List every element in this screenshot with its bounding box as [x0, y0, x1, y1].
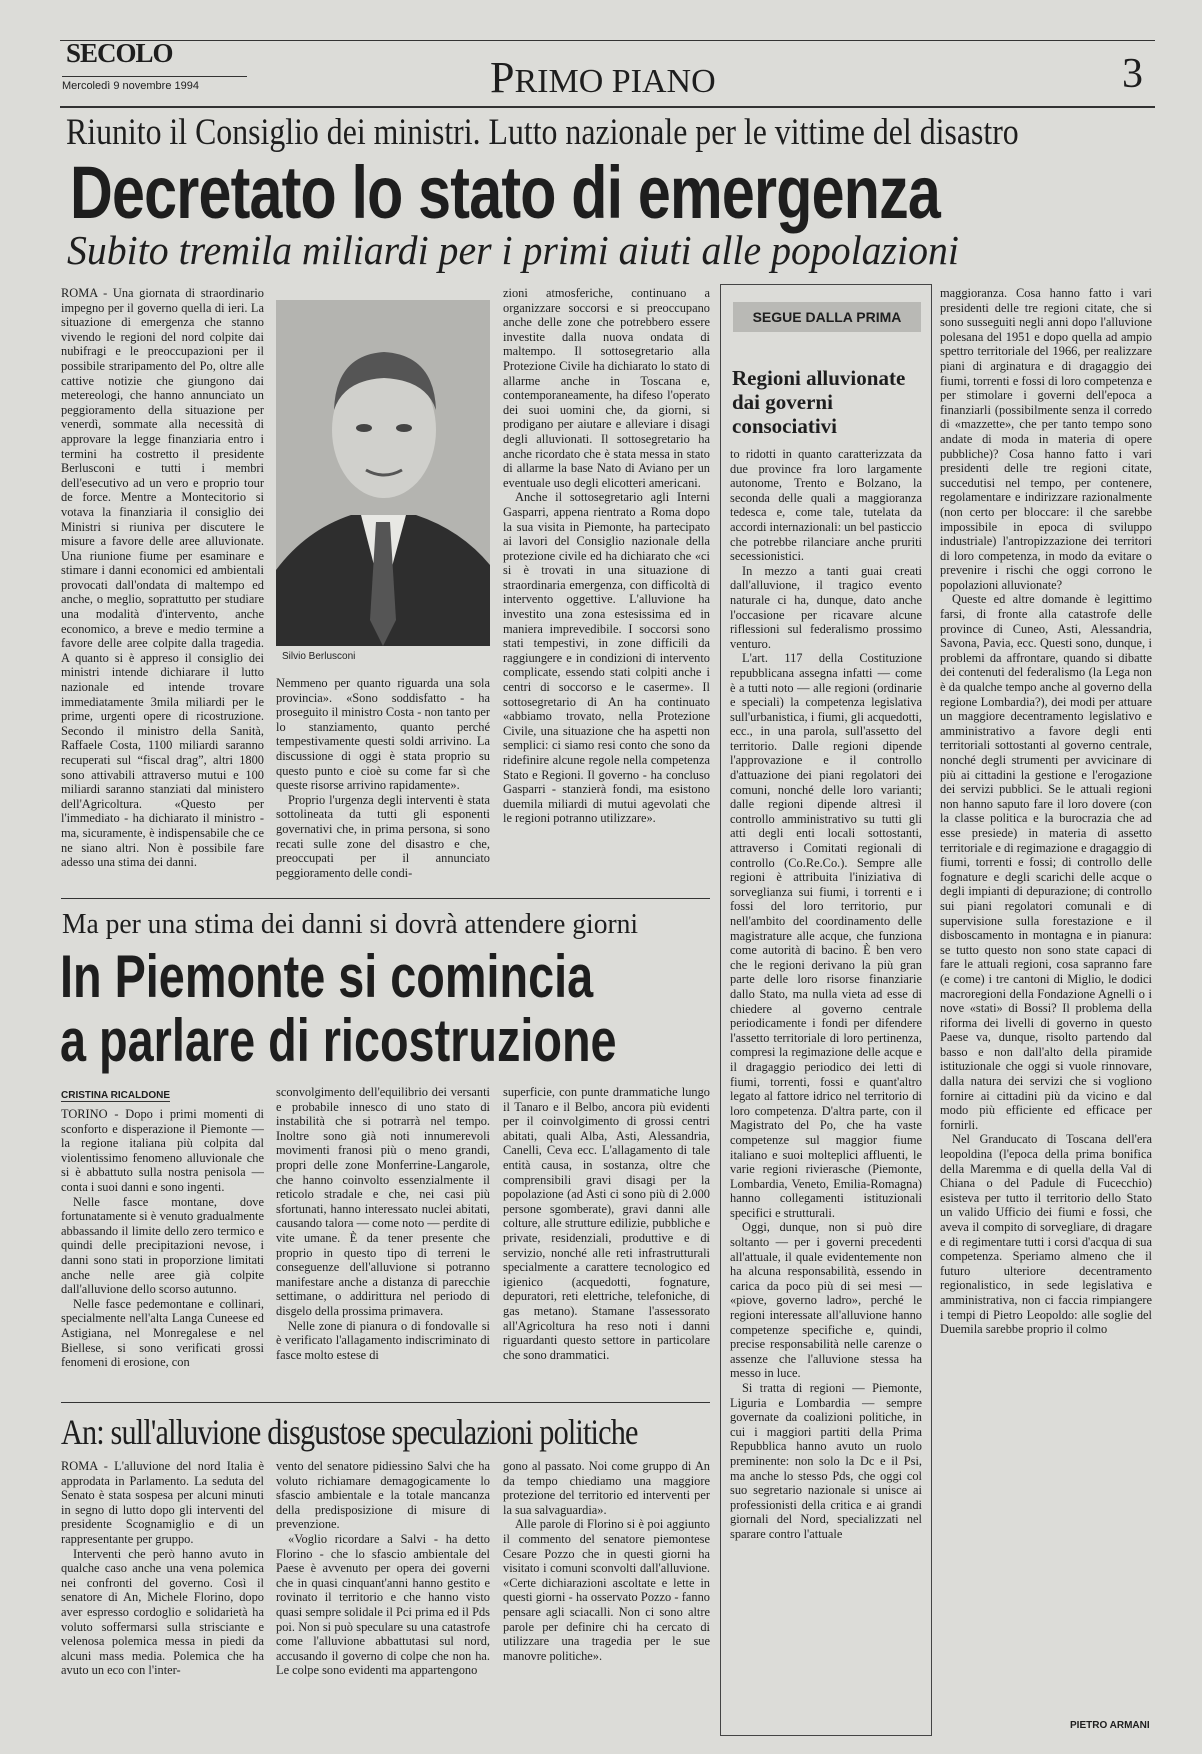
paragraph: Anche il sottosegretario agli Interni Gasparri, appena rientrato a Roma dopo la sua visita in Piemonte, ha partecipato ai lavori del Consiglio nazionale della protezione civile ed ha dichiarato che «ci si è trovati in una situazione di straordinaria emergenza, con difficoltà di intervento oggettive. L'alluvione ha investito una zona estesissima ed in maniera imprevedibile. I soccorsi sono stati tempestivi, in zone difficili da raggiungere e in condizioni di intervento complicate, essendo stati colpiti anche i centri di soccorso e le caserme». Il sottosegretario di An ha continuato «abbiamo trovato, nella Protezione Civile, una situazione che ha aspetti non semplici: ci siamo resi conto che sono da ridefinire alcune regole nella competenza Stato e Regioni. Il governo - ha concluso Gasparri - stanzierà fondi, ma esistono duemila miliardi di mutui agevolati che le regioni potranno utilizzare». — [503, 490, 710, 826]
paragraph: Nelle zone di pianura o di fondovalle si è verificato l'allagamento indiscriminato di fasce molto estese di — [276, 1318, 490, 1362]
page-number: 3 — [1122, 51, 1143, 97]
editorial-column-2 — [940, 286, 1152, 1716]
editorial-headline: Regioni alluvionate dai governi consociativi — [732, 366, 906, 438]
article-divider-2 — [61, 1402, 710, 1403]
paragraph: ROMA - Una giornata di straordinario impegno per il governo quella di ieri. La situazione di emergenza che stanno vivendo le regioni del nord colpite dai nubifragi e le preoccupazioni per il possibile straripamento del Po, oltre alle cattive notizie che giungono dai metereologi, che hanno annunciato un peggioramento della situazione per venerdì, sommate alla necessità di approvare la legge finanziaria entro i termini ha costretto il presidente Berlusconi e tutti i membri dell'esecutivo ad un vero e proprio tour de force. Mentre a Montecitorio si votava la finanziaria il consiglio dei Ministri si riuniva per discutere le misure a favore delle aree alluvionate. Una riunione fiume per esaminare e stimare i danni economici ed ambientali provocati dall'ondata di maltempo ed anche, o meglio, soprattutto per studiare una modalità d'intervento, anche economico, a breve e medio termine a favore delle aree colpite dalla tragedia. A quanto si è appreso il consiglio dei ministri intende dichiarare il lutto nazionale ed intende trovare immediatamente 3mila miliardi per le prime, urgenti opere di ricostruzione. Secondo il ministro della Sanità, Raffaele Costa, 1100 miliardi saranno recuperati sul “fiscal drag”, altri 1800 sono attivabili attraverso mutui e 100 miliardi saranno stanziati dal ministero dell'Agricoltura. «Questo per l'immediato - ha dichiarato il ministro - ma, sicuramente, è indispensabile che ce ne siano altri. Non è possibile fare adesso una stima dei danni. — [61, 286, 264, 870]
paragraph: Interventi che però hanno avuto in qualche caso anche una vena polemica nei confronti del governo. Così il senatore di An, Michele Florino, dopo aver espresso cordoglio e solidarietà ha voluto soffermarsi sulla strisciante e velenosa polemica messa in piedi da alcuni mass media. Polemica che ha avuto un eco con l'inter- — [61, 1546, 264, 1678]
paragraph: Si tratta di regioni — Piemonte, Liguria e Lombardia — sempre governate da coalizioni politiche, in cui i maggiori partiti della Prima Repubblica hanno avuto un ruolo preminente: non solo la Dc e il Psi, ma anche lo stesso Pds, che oggi col suo segretario nazionale si unisce ai professionisti della critica e ai grandi giornali del Nord, specializzati nel sparare contro l'attuale — [730, 1381, 922, 1541]
article2-byline: CRISTINA RICALDONE — [61, 1090, 171, 1101]
article2-column-3 — [503, 1085, 710, 1387]
paragraph: Nemmeno per quanto riguarda una sola provincia». «Sono soddisfatto - ha proseguito il ministro Costa - non tanto per lo stanziamento, quanto perché tempestivamente questi soldi arrivino. La discussione di oggi è stata proprio su questo punto e cioè su come far sì che queste risorse arrivino rapidamente». — [276, 676, 490, 793]
editorial-byline: PIETRO ARMANI — [1070, 1720, 1150, 1731]
article1-kicker: Riunito il Consiglio dei ministri. Lutto nazionale per le vittime del disastro — [66, 112, 1019, 153]
article2-headline-line1: In Piemonte si comincia — [60, 943, 594, 1010]
paragraph: In mezzo a tanti guai creati dall'alluvione, il tragico evento naturale ci ha, dunque, dato anche l'occasione per ricavare alcune riflessioni sul federalismo prossimo venturo. — [730, 563, 922, 651]
paragraph: vento del senatore pidiessino Salvi che ha voluto richiamare demagogicamente lo sfascio ambientale e la totale mancanza della predisposizione di misure di prevenzione. — [276, 1459, 490, 1532]
paragraph: «Voglio ricordare a Salvi - ha detto Florino - che lo sfascio ambientale del Paese è avvenuto per opera dei governi che in quasi cinquant'anni hanno gestito e rovinato il territorio e che hanno visto quasi sempre solidale il Pci prima ed il Pds poi. Non si può speculare su una catastrofe come l'alluvione abbattutasi sul nord, accusando il governo di colpe che non ha. Le colpe sono evidenti ma appartengono — [276, 1531, 490, 1678]
paragraph: TORINO - Dopo i primi momenti di sconforto e disperazione il Piemonte — la regione italiana più colpita dal violentissimo fenomeno alluvionale che si è abbattuto sulla nostra penisola — conta i suoi danni e sono ingenti. — [61, 1107, 264, 1194]
article2-kicker: Ma per una stima dei danni si dovrà attendere giorni — [62, 908, 639, 940]
article-divider-1 — [61, 898, 710, 899]
article1-subtitle: Subito tremila miliardi per i primi aiuti alle popolazioni — [67, 227, 959, 273]
paragraph: ROMA - L'alluvione del nord Italia è approdata in Parlamento. La seduta del Senato è stata sospesa per alcuni minuti in segno di lutto dopo gli interventi del presidente Scognamiglio e di un rappresentante per gruppo. — [61, 1459, 264, 1546]
article2-column-2 — [276, 1085, 490, 1387]
paragraph: maggioranza. Cosa hanno fatto i vari presidenti delle tre regioni citate, che si sono susseguiti negli anni dopo l'alluvione polesana del 1951 e dopo quella ad ampio spettro territoriale del 1966, per realizzare piani di arginatura e di dragaggio dei fiumi, torrenti e fossi di loro competenza e per stimolare i governi dell'epoca a finanziarli (possibilmente senza il corredo di «mazzette», che per tanto tempo sono andate di moda in materia di opere pubbliche)? Cosa hanno fatto i vari presidenti delle tre regioni citate, succedutisi nel tempo, per contenere, regolamentare e indirizzare razionalmente (non certo per bloccare: il che sarebbe impossibile in epoca di sviluppo industriale) l'antropizzazione dei territori di loro competenza, in modo da evitare o prevenire i rischi che oggi corrono le popolazioni alluvionate? — [940, 286, 1152, 592]
logo-rule — [62, 76, 247, 77]
paragraph: Nel Granducato di Toscana dell'era leopoldina (l'epoca della prima bonifica della Maremma e di quella della Val di Chiana o del Padule di Fucecchio) esisteva per tutto il territorio dello Stato un valido Ufficio dei fiumi e fossi, che aveva il compito di sorvegliare, di dragare e di regimentare tutti i corsi d'acqua di sua competenza. Speriamo almeno che il futuro ulteriore decentramento regionalistico, in sede legislativa e amministrativa, non ci faccia rimpiangere i tempi di Pietro Leopoldo: alle soglie del Duemila sarebbe proprio il colmo — [940, 1132, 1152, 1337]
issue-date: Mercoledì 9 novembre 1994 — [62, 80, 199, 92]
article3-column-2 — [276, 1459, 490, 1731]
article1-column-1 — [61, 286, 264, 890]
berlusconi-photo — [276, 300, 490, 646]
photo-caption: Silvio Berlusconi — [282, 651, 356, 662]
article3-column-3 — [503, 1459, 710, 1731]
section-initial: P — [490, 53, 515, 102]
paragraph: zioni atmosferiche, continuano a organizzare soccorsi e si preoccupano anche delle zone che potrebbero essere investite dalla nuova ondata di maltempo. Il sottosegretario alla Protezione Civile ha dichiarato lo stato di allarme anche in Toscana e, contemporaneamente, ha difeso l'operato dei suoi uomini che, da giorni, si prodigano per aiutare e alleviare i disagi degli alluvionati. Il sottosegretario ha anche ricordato che è stata messa in stato di allarme la base Nato di Aviano per un eventuale uso degli elicotteri americani. — [503, 286, 710, 490]
portrait-image — [276, 300, 490, 646]
paragraph: to ridotti in quanto caratterizzata da due province fra loro largamente autonome, Trento e Bolzano, la seconda delle quali a maggioranza tedesca e, come tale, tutelata da accordi internazionali: un bel pasticcio che potrebbe rilanciare anche pruriti secessionistici. — [730, 447, 922, 564]
article2-headline-line2: a parlare di ricostruzione — [60, 1007, 617, 1074]
paragraph: L'art. 117 della Costituzione repubblicana assegna infatti — come è a tutti noto — alle regioni (ordinarie e speciali) la competenza legislativa sull'urbanistica, i fiumi, gli acquedotti, ecc., in una parola, sull'assetto del territorio. Dalle regioni dipende l'approvazione e il controllo d'attuazione dei piani regolatori dei comuni, nonché delle loro varianti; dalle regioni dipende altresì il controllo amministrativo su tutti gli atti degli enti locali sottostanti, attraverso i Comitati regionali di controllo (Co.Re.Co.). Sempre alle regioni è attribuita l'iniziativa di sorveglianza sui fiumi, i torrenti e i fossi del loro territorio, pur nell'ambito del coordinamento delle magistrature alle acque, che funziona come autorità di bacino. È ben vero che le regioni derivano la più gran parte delle loro risorse finanziarie dallo Stato, ma nulla vieta ad esse di chiedere al governo centrale periodicamente i fondi per difendere l'assetto territoriale di loro pertinenza, compresi la regimazione delle acque e il dragaggio periodico dei letti di fiumi, torrenti, fossi e quant'altro legato al fattore idrico nel territorio di loro competenza. D'altra parte, con il Magistrato del Po, che ha vaste competenze sul maggior fiume italiano e suoi molteplici affluenti, le varie regioni rivierasche (Piemonte, Lombardia, Veneto, Emilia-Romagna) hanno collegamenti istituzionali specifici e strutturali. — [730, 651, 922, 1220]
article3-column-1 — [61, 1459, 264, 1731]
paragraph: Queste ed altre domande è legittimo farsi, di fronte alla catastrofe delle province di Cuneo, Asti, Alessandria, Savona, Pavia, ecc. Questi sono, dunque, i problemi da affrontare, quando si dibatte dei contenuti del federalismo (la Lega non è da qualche tempo anche al governo della regione Lombardia?), dei modi per attuare un maggiore decentramento legislativo e amministrativo a favore degli enti territoriali sottostanti al governo centrale, nonché degli strumenti per avvicinare di più ai cittadini la gestione e l'erogazione dei servizi pubblici. Se le attuali regioni non hanno saputo fare il loro dovere (con la classe politica e la burocrazia che ad esse presiede) in materia di assetto territoriale e di regimazione e dragaggio di fiumi, torrenti e fossi; di controllo delle fognature e degli scarichi delle acque o degli impianti di depurazione; di controllo sui piani regolatori comunali e di supervisione sulla forestazione e il disboscamento in montagna e in pianura: se tutto questo non sono state capaci di fare le attuali regioni, cosa sapranno fare (e come) i tre cantoni di Miglio, le dodici macroregioni della Fondazione Agnelli o i nove «stati» di Bossi? Il problema della riforma dei livelli di governo in questo Paese va, dunque, risolto partendo dal basso e non dall'alto della piramide istituzionale che oggi si vuole rinnovare, dalla natura dei servizi che si vogliono fornire ai cittadini più da vicino e dal modo più efficiente ed efficace per fornirli. — [940, 592, 1152, 1132]
paragraph: superficie, con punte drammatiche lungo il Tanaro e il Belbo, ancora più evidenti per il coinvolgimento di grossi centri abitati, quali Alba, Asti, Alessandria, Canelli, Ceva ecc. L'allagamento di tale entità causa, in sostanza, oltre che comprensibili gravi disagi per la popolazione (ad Asti ci sono più di 2.000 persone sgomberate), gravi danni alle colture, alle strutture edilizie, pubbliche e private, residenziali, produttive e di servizio, nonché alle reti infrastrutturali specialmente a carattere tecnologico ed igienico (acquedotti, fognature, depuratori, reti elettriche, telefoniche, di gas metano). Stamane l'assessorato all'Agricoltura ha reso noti i danni riguardanti questo settore in particolare che sono drammatici. — [503, 1085, 710, 1362]
continued-badge: SEGUE DALLA PRIMA — [733, 302, 921, 332]
article3-headline: An: sull'alluvione disgustose speculazioni politiche — [61, 1412, 638, 1452]
paragraph: Nelle fasce pedemontane e collinari, specialmente nell'alta Langa Cuneese ed Astigiana, nel Monregalese e nel Biellese, si sono verificati grossi fenomeni di erosione, con — [61, 1296, 264, 1370]
paragraph: Proprio l'urgenza degli interventi è stata sottolineata da tutti gli esponenti governativi che, in prima persona, si sono recati sulle zone del disastro e che, preoccupati per il annunciato peggioramento delle condi- — [276, 792, 490, 880]
masthead-rule — [60, 106, 1155, 108]
paragraph: gono al passato. Noi come gruppo di An da tempo chiediamo una maggiore protezione del territorio ed interventi per la sua salvaguardia». — [503, 1459, 710, 1517]
newspaper-logo: SECOLO — [66, 38, 173, 68]
section-title — [490, 52, 716, 103]
paragraph: Alle parole di Florino si è poi aggiunto il commento del senatore piemontese Cesare Pozzo che in questi giorni ha visitato i comuni sconvolti dall'alluvione. «Certe dichiarazioni ascoltate e lette in questi giorni - ha osservato Pozzo - fanno pensare agli sciacalli. Non ci sono altre parole per definire chi ha cercato di utilizzare una tragedia per le sue manovre politiche». — [503, 1517, 710, 1663]
paragraph: sconvolgimento dell'equilibrio dei versanti e probabile innesco di uno stato di instabilità che si potrarrà nel tempo. Inoltre sono già noti innumerevoli movimenti franosi più o meno grandi, propri delle zone Monferrine-Langarole, che hanno coinvolto essenzialmente il reticolo stradale e che, nei casi più sfortunati, hanno interessato nuclei abitati, causando talora — come noto — perdite di vite umane. È da tener presente che proprio in questo tipo di terreni le conseguenze dell'alluvione si potranno manifestare anche a distanza di parecchie settimane, o addirittura nel periodo di disgelo della prossima primavera. — [276, 1085, 490, 1318]
top-rule — [60, 40, 1155, 41]
paragraph: Nelle fasce montane, dove fortunatamente si è venuto gradualmente abbassando il limite dello zero termico e quindi delle precipitazioni nevose, i danni sono stati in proporzione limitati anche nelle aree già colpite dall'alluvione dello scorso autunno. — [61, 1194, 264, 1297]
article1-headline: Decretato lo stato di emergenza — [70, 151, 941, 234]
editorial-column-1 — [730, 447, 922, 1731]
article1-column-3 — [503, 286, 710, 890]
article2-column-1 — [61, 1107, 264, 1387]
article1-column-2 — [276, 676, 490, 890]
paragraph: Oggi, dunque, non si può dire soltanto — per i governi precedenti all'attuale, il quale evidentemente non ha alcuna responsabilità, essendo in carica da poco più di sei mesi — «piove, governo ladro», perché le regioni interessate all'alluvione hanno competenze specifiche e, quindi, precise responsabilità nelle carenze o assenze che l'alluvione stessa ha messo in luce. — [730, 1220, 922, 1381]
section-rest: RIMO PIANO — [514, 63, 716, 100]
